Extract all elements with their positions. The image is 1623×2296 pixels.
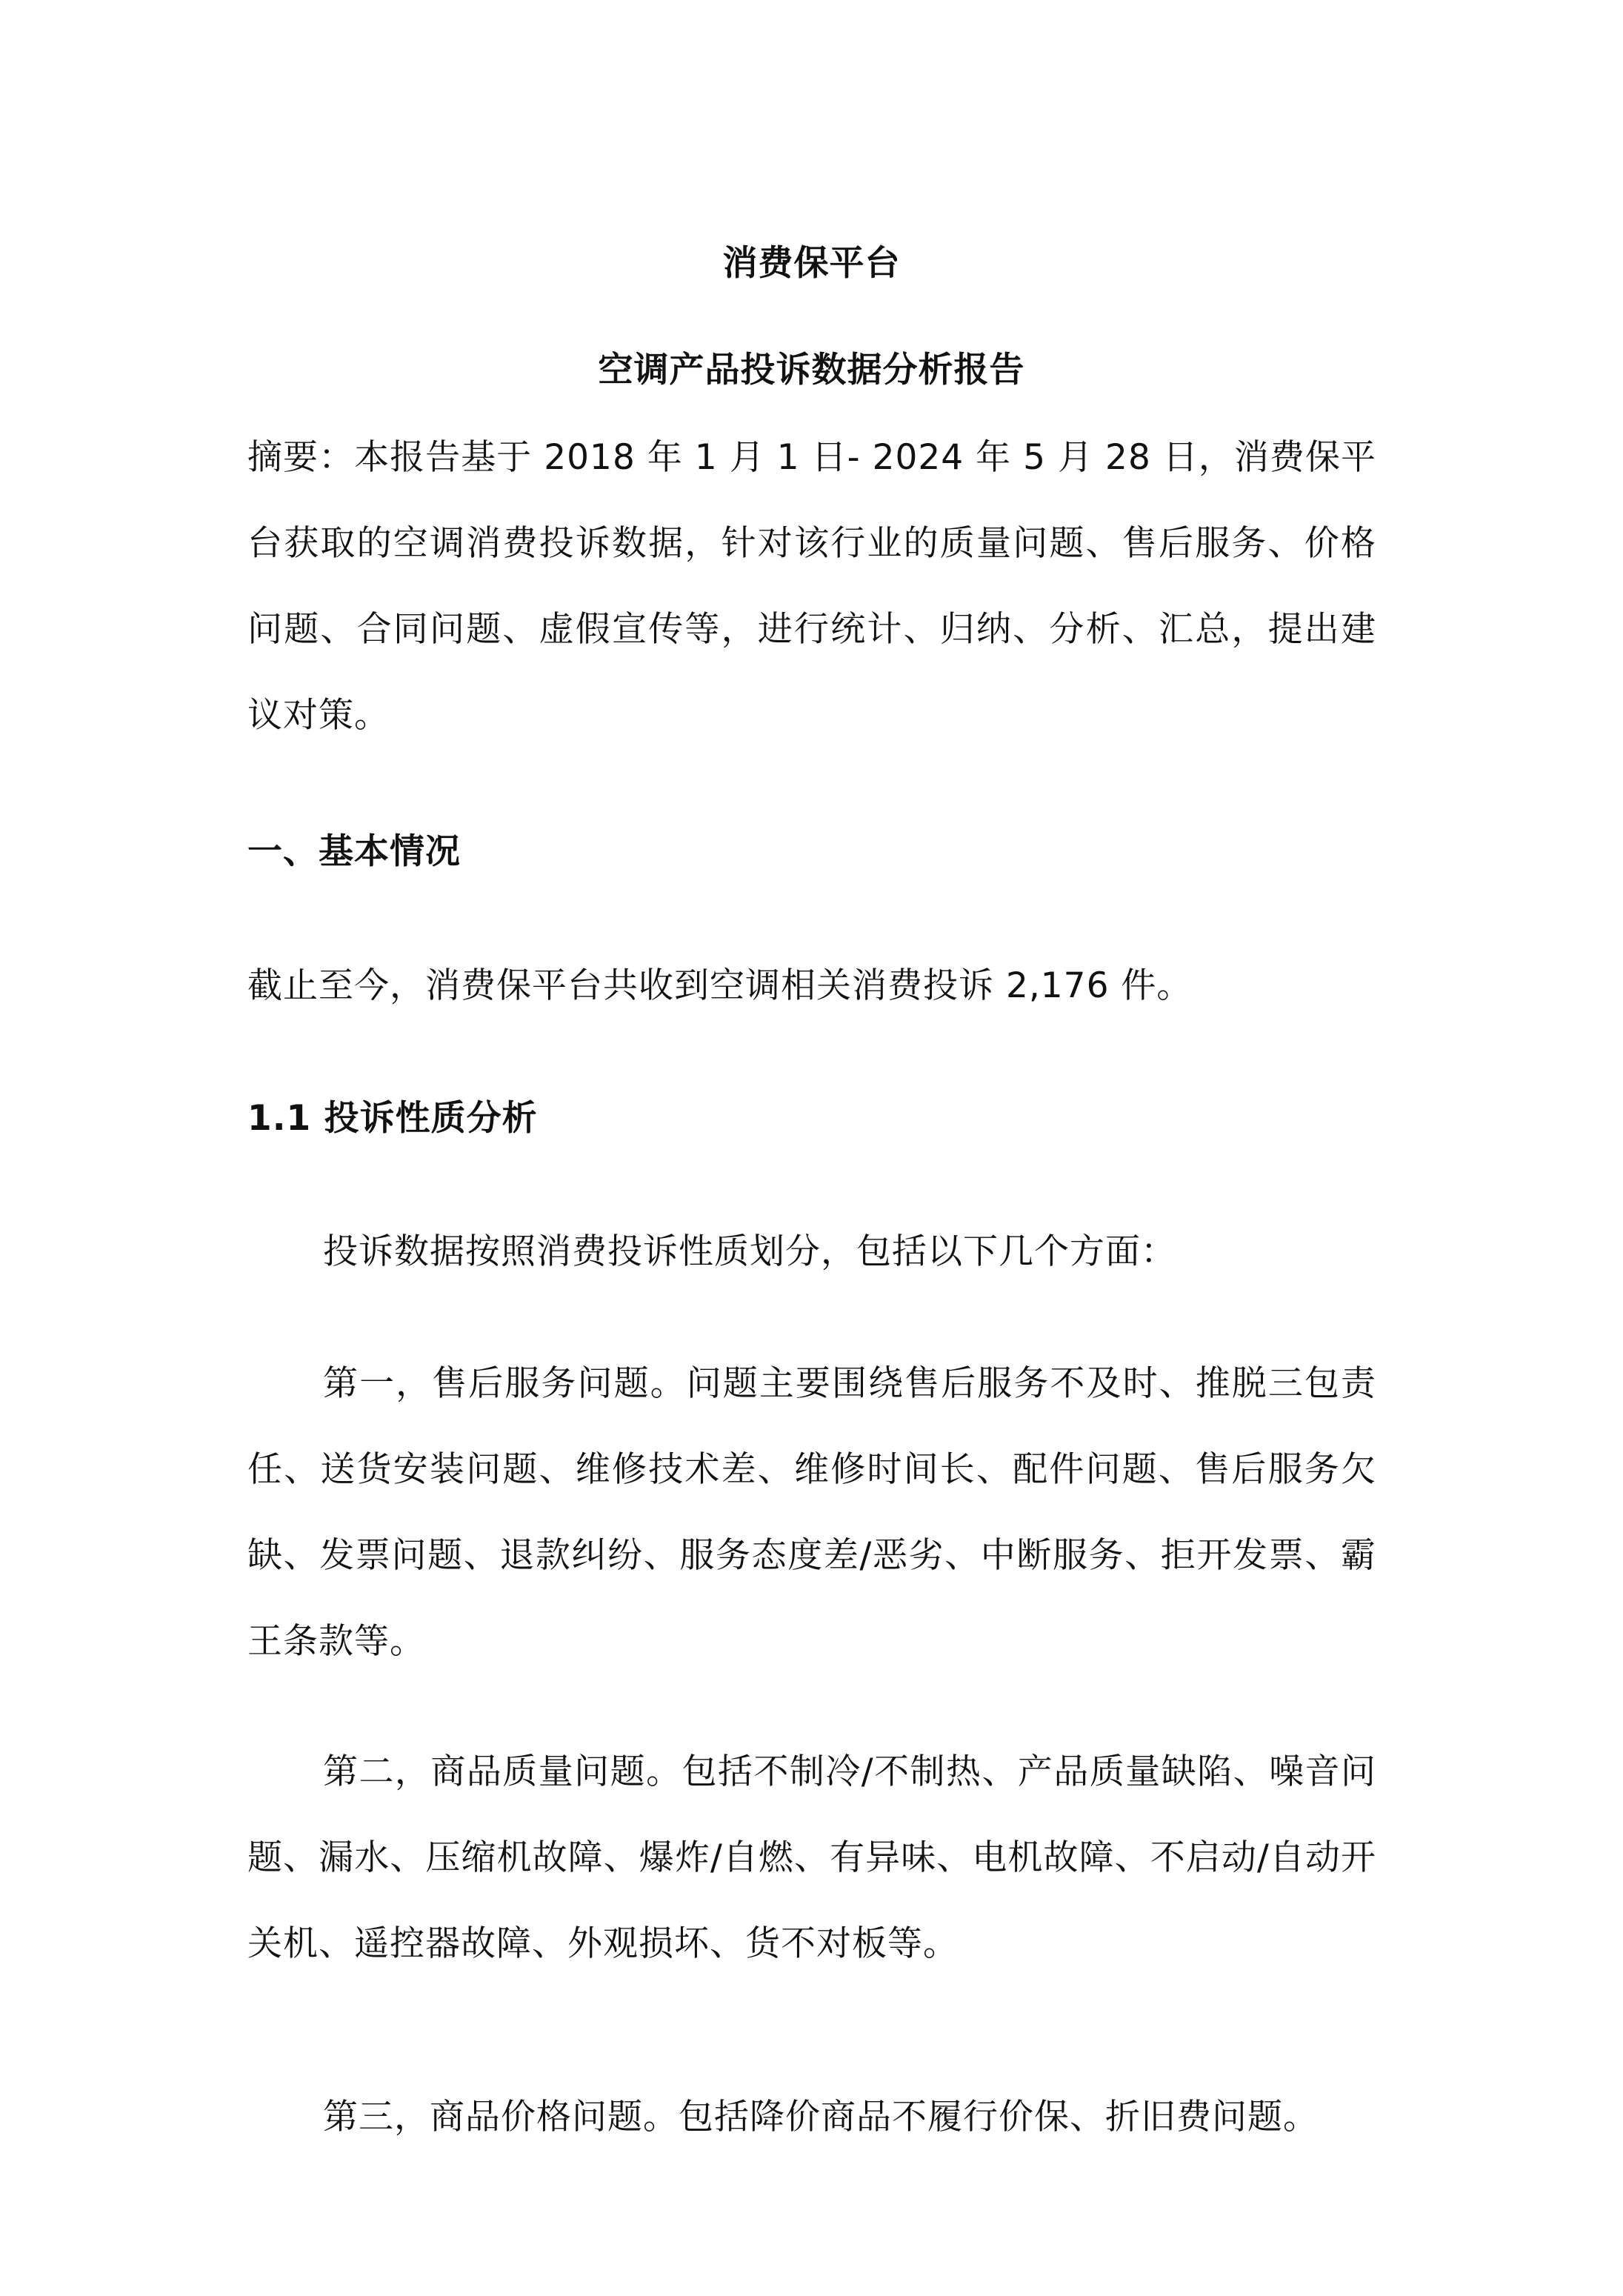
document-title: 消费保平台 bbox=[722, 243, 901, 284]
after-sales-paragraph: 第一，售后服务问题。问题主要围绕售后服务不及时、推脱三包责任、送货安装问题、维修技术差、维修时间长、配件问题、售后服务欠缺、发票问题、退款纠纷、服务态度差/恶劣、中断服务、拒开发票、霸王条款等。 bbox=[247, 1363, 1376, 1662]
section-heading-nature-analysis: 1.1 投诉性质分析 bbox=[247, 1098, 538, 1139]
nature-intro-paragraph: 投诉数据按照消费投诉性质划分，包括以下几个方面： bbox=[323, 1231, 1176, 1272]
complaint-count-paragraph: 截止至今，消费保平台共收到空调相关消费投诉 2,176 件。 bbox=[247, 965, 1193, 1006]
report-title: 空调产品投诉数据分析报告 bbox=[598, 350, 1025, 390]
abstract-paragraph: 摘要：本报告基于 2018 年 1 月 1 日- 2024 年 5 月 28 日，消费保平台获取的空调消费投诉数据，针对该行业的质量问题、售后服务、价格问题、合同问题、虚假宣传等，进行统计、归纳、分析、汇总，提出建议对策。 bbox=[247, 437, 1376, 736]
section-heading-basic: 一、基本情况 bbox=[247, 831, 461, 872]
price-paragraph: 第三，商品价格问题。包括降价商品不履行价保、折旧费问题。 bbox=[323, 2097, 1319, 2137]
quality-paragraph: 第二，商品质量问题。包括不制冷/不制热、产品质量缺陷、噪音问题、漏水、压缩机故障、爆炸/自燃、有异味、电机故障、不启动/自动开关机、遥控器故障、外观损坏、货不对板等。 bbox=[247, 1751, 1376, 1964]
